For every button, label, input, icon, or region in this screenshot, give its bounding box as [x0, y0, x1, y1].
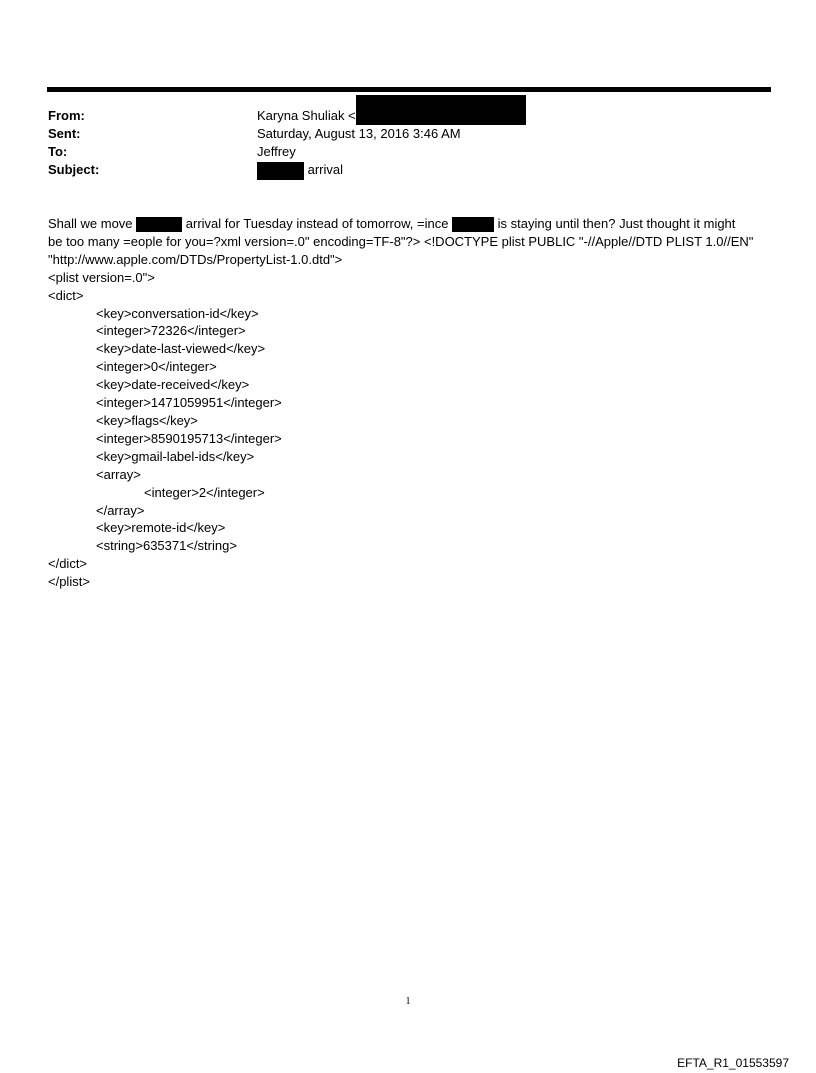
xml-line: <key>conversation-id</key>: [96, 305, 259, 321]
email-header: [48, 107, 768, 179]
subject-label: Subject:: [48, 162, 100, 177]
xml-line: <array>: [96, 466, 141, 482]
body-line: [48, 215, 773, 233]
xml-line: </plist>: [48, 574, 90, 590]
body-line: be too many =eople for you=?xml version=.0" encoding=TF-8"?> <!DOCTYPE plist PUBLIC "-//Apple//DTD PLIST 1.0//EN": [48, 233, 754, 249]
to-label: To:: [48, 144, 68, 159]
redaction-box: [257, 162, 304, 180]
xml-line: <key>date-received</key>: [96, 377, 250, 393]
xml-line: <key>remote-id</key>: [96, 520, 226, 536]
xml-line: <string>635371</string>: [96, 538, 237, 554]
xml-line: <key>flags</key>: [96, 412, 198, 428]
xml-line: </dict>: [48, 556, 88, 572]
body-text: arrival for Tuesday instead of tomorrow, =ince: [182, 216, 453, 231]
xml-line: <integer>72326</integer>: [96, 323, 246, 339]
body-text: Shall we move: [48, 216, 137, 231]
sent-value: Saturday, August 13, 2016 3:46 AM: [257, 126, 461, 141]
document-id: EFTA_R1_01553597: [677, 1056, 789, 1070]
xml-line: <key>gmail-label-ids</key>: [96, 448, 255, 464]
sent-label: Sent:: [48, 126, 81, 141]
xml-line: <plist version=.0">: [48, 269, 155, 285]
page-number: 1: [405, 996, 411, 1007]
redaction-box: [356, 95, 526, 125]
xml-line: </array>: [96, 502, 145, 518]
email-body: [48, 215, 773, 591]
redaction-box: [136, 217, 182, 232]
subject-value: [257, 161, 343, 180]
header-rule: [47, 87, 771, 92]
xml-line: <integer>2</integer>: [144, 484, 265, 500]
body-line: "http://www.apple.com/DTDs/PropertyList-1.0.dtd">: [48, 251, 343, 267]
from-name: Karyna Shuliak <: [257, 108, 356, 123]
xml-line: <integer>8590195713</integer>: [96, 430, 282, 446]
from-label: From:: [48, 108, 85, 123]
xml-line: <integer>0</integer>: [96, 359, 217, 375]
from-value: [257, 107, 526, 125]
xml-line: <key>date-last-viewed</key>: [96, 341, 266, 357]
to-value: Jeffrey: [257, 144, 296, 159]
body-text: is staying until then? Just thought it might: [494, 216, 736, 231]
redaction-box: [452, 217, 494, 232]
subject-text: arrival: [307, 162, 344, 177]
xml-line: <dict>: [48, 287, 84, 303]
xml-line: <integer>1471059951</integer>: [96, 395, 282, 411]
